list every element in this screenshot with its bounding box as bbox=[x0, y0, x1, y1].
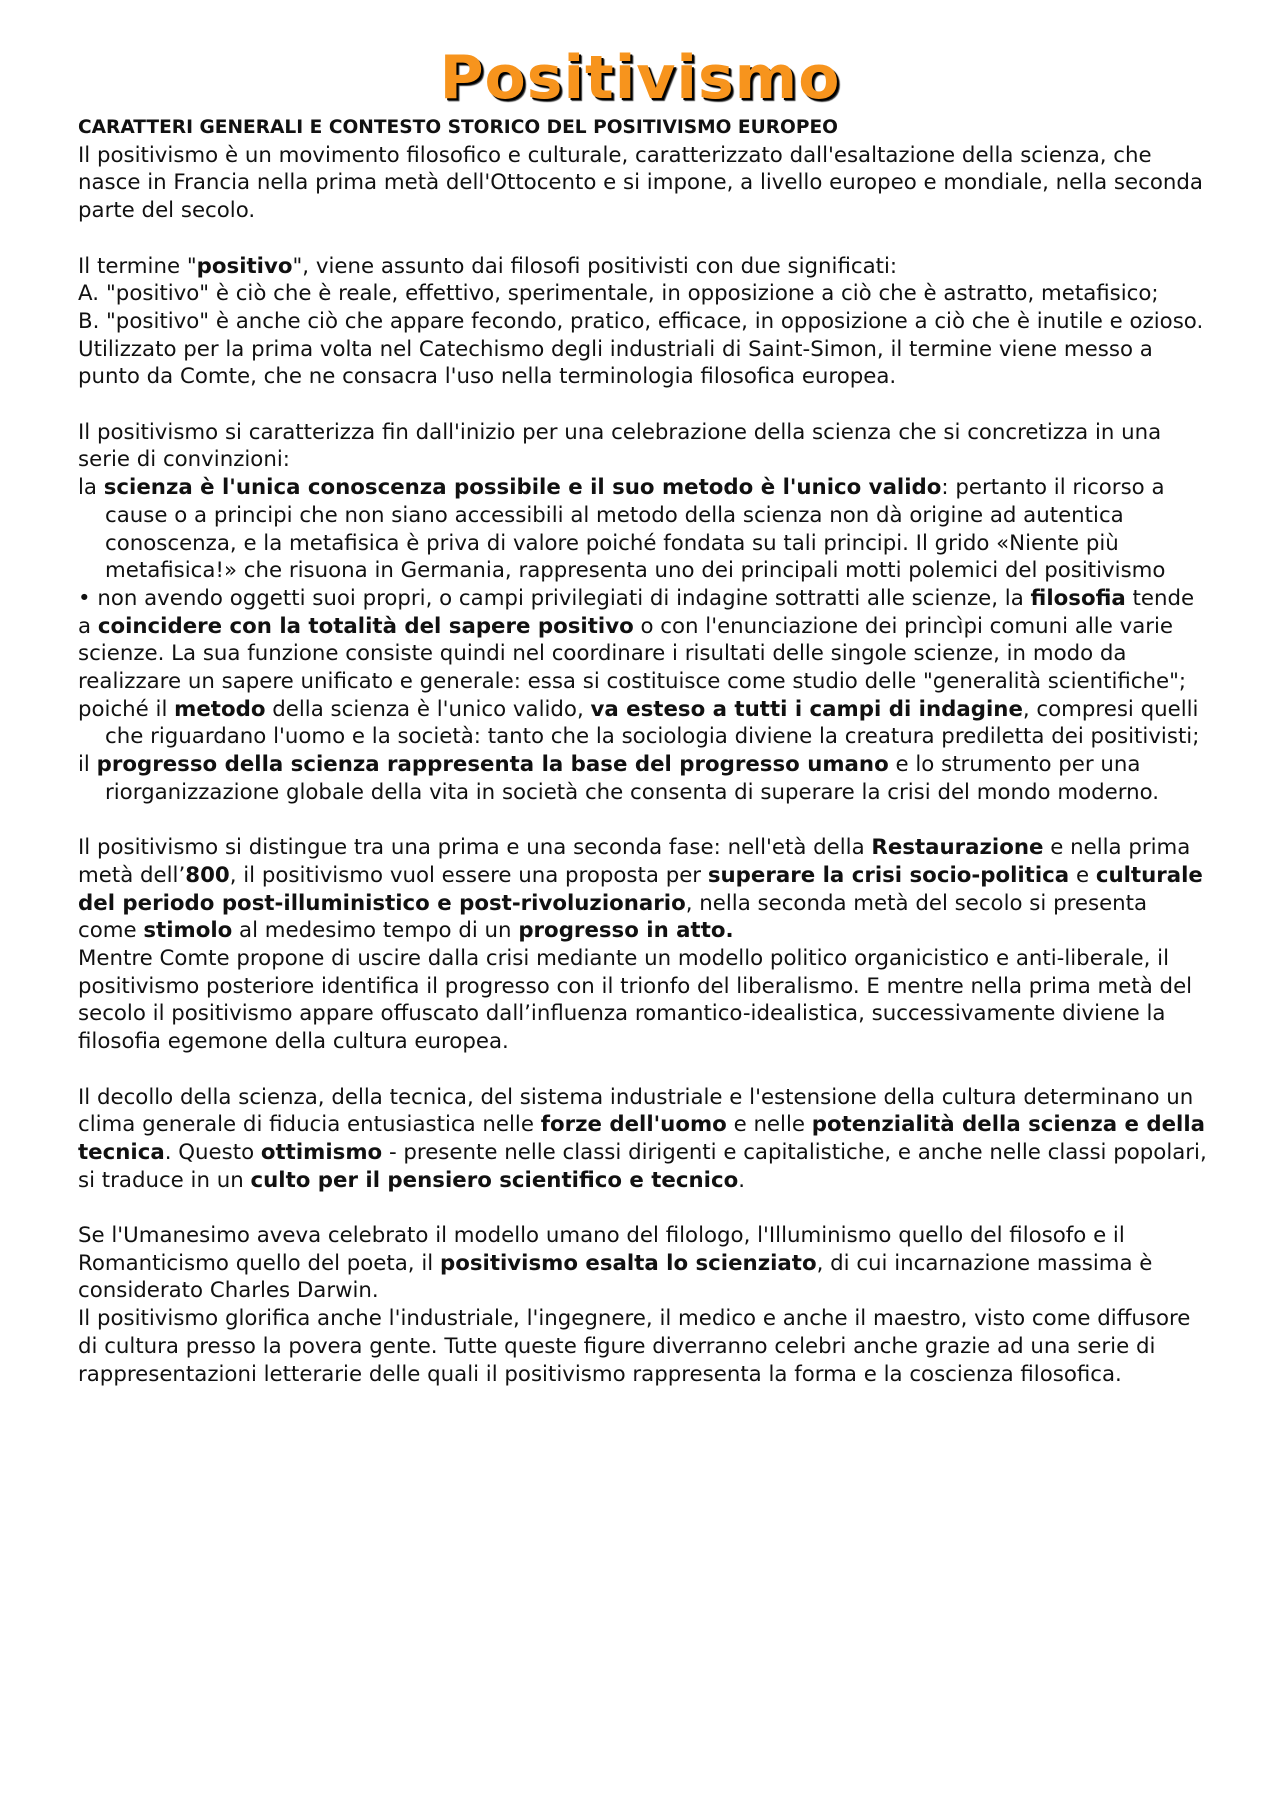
fasi-paragraph: Il positivismo si distingue tra una prima e una seconda fase: nell'età della Restaurazione e nella prima metà dell’800, il positivismo vuol essere una proposta per superare la crisi socio-politica e culturale del periodo post-illuministico e post-rivoluzionario, nella seconda metà del secolo si presenta come stimolo al medesimo tempo di un progresso in atto. bbox=[78, 835, 1203, 944]
list-marker: A. bbox=[78, 281, 99, 307]
convinzione-metodo: poiché il metodo della scienza è l'unico valido, va esteso a tutti i campi di indagine, compresi quelli che riguardano l'uomo e la società: tanto che la sociologia diviene la creatura prediletta dei positivisti; bbox=[78, 696, 1200, 750]
document-body bbox=[78, 114, 1208, 1388]
paragraph-spacer bbox=[78, 807, 1208, 835]
utilizzato-paragraph: Utilizzato per la prima volta nel Catechismo degli industriali di Saint-Simon, il termine viene messo a punto da Comte, che ne consacra l'uso nella terminologia filosofica europea. bbox=[78, 336, 1153, 390]
paragraph-spacer bbox=[78, 1194, 1208, 1222]
termine-paragraph: Il termine "positivo", viene assunto dai filosofi positivisti con due significati: bbox=[78, 253, 898, 279]
convinzione-scienza: la scienza è l'unica conoscenza possibile e il suo metodo è l'unico valido: pertanto il ricorso a cause o a principi che non siano accessibili al metodo della scienza non dà origine ad autentica conoscenza, e la metafisica è priva di valore poiché fondata su tali principi. Il grido «Niente più metafisica!» che risuona in Germania, rappresenta uno dei principali motti polemici del positivismo bbox=[78, 475, 1166, 584]
intro-paragraph: Il positivismo è un movimento filosofico e culturale, caratterizzato dall'esaltazione della scienza, che nasce in Francia nella prima metà dell'Ottocento e si impone, a livello europeo e mondiale, nella seconda parte del secolo. bbox=[78, 142, 1203, 224]
list-item bbox=[78, 308, 1208, 336]
convinzione-progresso: il progresso della scienza rappresenta la base del progresso umano e lo strumento per una riorganizzazione globale della vita in società che consenta di superare la crisi del mondo moderno. bbox=[78, 752, 1160, 805]
comte-paragraph: Mentre Comte propone di uscire dalla crisi mediante un modello politico organicistico e anti-liberale, il positivismo posteriore identifica il progresso con il trionfo del liberalismo. E mentre nella prima metà del secolo il positivismo appare offuscato dall’influenza romantico-idealistica, successivamente diviene la filosofia egemone della cultura europea. bbox=[78, 946, 1193, 1055]
section-heading: CARATTERI GENERALI E CONTESTO STORICO DEL POSITIVISMO EUROPEO bbox=[78, 117, 838, 138]
list-item bbox=[78, 280, 1208, 308]
convinzione-filosofia: • non avendo oggetti suoi propri, o campi privilegiati di indagine sottratti alle scienze, la filosofia tende a coincidere con la totalità del sapere positivo o con l'enunciazione dei princìpi comuni alle varie scienze. La sua funzione consiste quindi nel coordinare i risultati delle singole scienze, in modo da realizzare un sapere unificato e generale: essa si costituisce come studio delle "generalità scientifiche"; bbox=[78, 585, 1195, 695]
paragraph-spacer bbox=[78, 391, 1208, 419]
list-marker: B. bbox=[78, 308, 100, 334]
convinzioni-intro: Il positivismo si caratterizza fin dall'inizio per una celebrazione della scienza che si concretizza in una serie di convinzioni: bbox=[78, 419, 1162, 473]
list-item-text: "positivo" è ciò che è reale, effettivo, sperimentale, in opposizione a ciò che è astratto, metafisico; bbox=[106, 281, 1159, 307]
paragraph-spacer bbox=[78, 1056, 1208, 1084]
umanesimo-paragraph: Se l'Umanesimo aveva celebrato il modello umano del filologo, l'Illuminismo quello del filosofo e il Romanticismo quello del poeta, il positivismo esalta lo scienziato, di cui incarnazione massima è considerato Charles Darwin. bbox=[78, 1223, 1153, 1304]
decollo-paragraph: Il decollo della scienza, della tecnica, del sistema industriale e l'estensione della cultura determinano un clima generale di fiducia entusiastica nelle forze dell'uomo e nelle potenzialità della scienza e della tecnica. Questo ottimismo - presente nelle classi dirigenti e capitalistiche, e anche nelle classi popolari, si traduce in un culto per il pensiero scientifico e tecnico. bbox=[78, 1084, 1207, 1193]
paragraph-spacer bbox=[78, 225, 1208, 253]
industriale-paragraph: Il positivismo glorifica anche l'industriale, l'ingegnere, il medico e anche il maestro, visto come diffusore di cultura presso la povera gente. Tutte queste figure diverranno celebri anche grazie ad una serie di rappresentazioni letterarie delle quali il positivismo rappresenta la forma e la coscienza filosofica. bbox=[78, 1306, 1191, 1387]
page-title: Positivismo bbox=[439, 43, 841, 113]
list-item-text: "positivo" è anche ciò che appare fecondo, pratico, efficace, in opposizione a ciò che è inutile e ozioso. bbox=[106, 308, 1204, 334]
